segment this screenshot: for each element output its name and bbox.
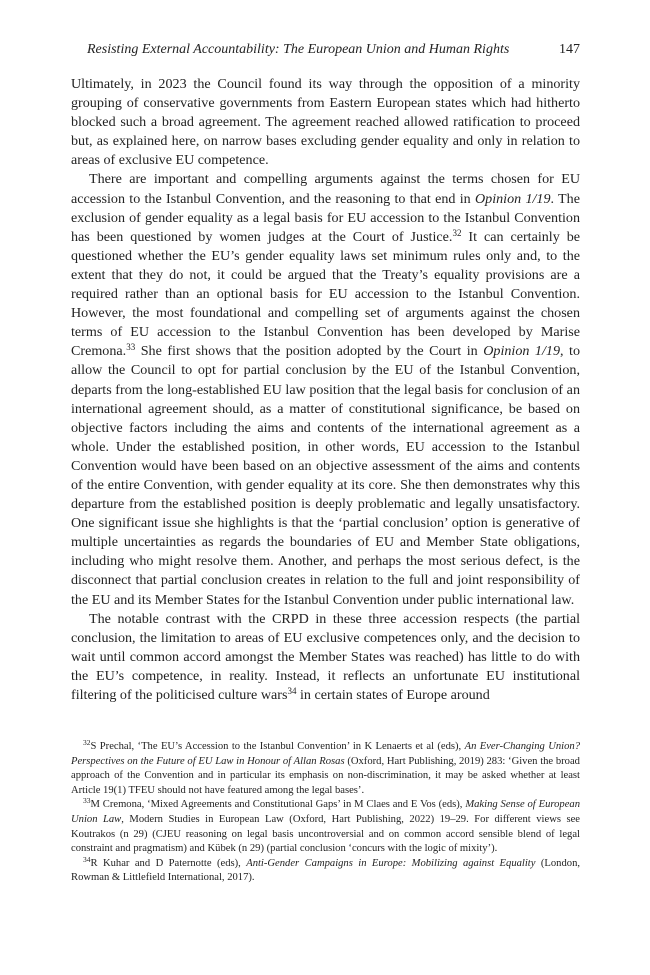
- paragraph-2: There are important and compelling arguments against the terms chosen for EU accession to the Istanbul Convention, and the reasoning to that end in Opinion 1/19. The exclusion of gender equality as a legal basis for EU accession to the Istanbul Convention has been questioned by women judges at the Court of Justice.$^{32}$ It can certainly be questioned whether the EU’s gender equality laws set minimum rules only and, to the extent that they do not, it could be argued that the Treaty’s equality provisions are a required rather than an optional basis for EU accession to the Istanbul Convention. However, the most foundational and compelling set of arguments against the chosen terms of EU accession to the Istanbul Convention has been developed by Marise Cremona.$^{33}$ She first shows that the position adopted by the Court in Opinion 1/19, to allow the Council to opt for partial conclusion by the EU of the Istanbul Convention, departs from the long-established EU law position that the legal basis for conclusion of an international agreement should, as a matter of constitutional significance, be based on objective factors including the aims and contents of the international agreement as a whole. Under the established position, in other words, EU accession to the Istanbul Convention would have been based on an objective assessment of the aims and contents of the entire Convention, with gender equality at its core. She then demonstrates why this departure from the established position is deeply problematic and legally unsatisfactory. One significant issue she highlights is that the ‘partial conclusion’ option is generative of multiple uncertainties as regards the boundaries of EU and Member State obligations, including who might resolve them. Another, and perhaps the most serious defect, is the disconnect that partial conclusion creates in relation to the full and joint responsibility of the EU and its Member States for the Istanbul Convention under public international law.: [71, 171, 581, 608]
- footnote-32: $^{32}$S Prechal, ‘The EU’s Accession to the Istanbul Convention’ in K Lenaerts et al (eds), An Ever-Changing Union? Perspectives on the Future of EU Law in Honour of Allan Rosas (Oxford, Hart Publishing, 2019) 283: ‘Given the broad approach of the Convention and in particular its emphasis on non-discrimination, it may be asked whether at least Article 19(1) TFEU should not have featured among the legal bases’.: [71, 738, 581, 796]
- footnote-marker-33: 33: [126, 342, 136, 353]
- paragraph-1: Ultimately, in 2023 the Council found its way through the opposition of a minority grouping of conservative governments from Eastern European states which had hitherto blocked such a broad agreement. The agreement reached allowed ratification to proceed but, as explained here, on narrow bases excluding gender equality and only in relation to areas of exclusive EU competence.: [71, 76, 580, 169]
- footnote-marker-34: 34: [287, 686, 297, 696]
- case-reference: Opinion 1/19: [483, 343, 560, 360]
- footnote-marker-32: 32: [452, 227, 462, 238]
- main-text: [71, 75, 580, 705]
- footnote-34: $^{34}$R Kuhar and D Paternotte (eds), Anti-Gender Campaigns in Europe: Mobilizing against Equality (London, Rowman & Littlefield International, 2017).: [71, 854, 581, 884]
- page-number: 147: [559, 42, 580, 57]
- footnotes: [71, 740, 580, 886]
- running-title: Resisting External Accountability: The European Union and Human Rights: [87, 42, 510, 57]
- running-header: [71, 42, 580, 62]
- footnote-33: $^{33}$M Cremona, ‘Mixed Agreements and Constitutional Gaps’ in M Claes and E Vos (eds), Making Sense of European Union Law, Modern Studies in European Law (Oxford, Hart Publishing, 2022) 19–29. For different views see Koutrakos (n 29) (CJEU reasoning on legal basis uncontroversial and on common accord sensible blend of legal constraint and pragmatism) and Kübek (n 29) (partial conclusion ‘concurs with the logic of mixity’).: [71, 796, 580, 855]
- case-reference: Opinion 1/19: [474, 190, 551, 207]
- paragraph-3: The notable contrast with the CRPD in these three accession respects (the partial conclusion, the limitation to areas of EU exclusive competences only, and the decision to wait until common accord amongst the Member States was reached) has little to do with the EU’s competence, in reality. Instead, it reflects an unfortunate EU institutional filtering of the politicised culture wars$^{34}$ in certain states of Europe around: [71, 610, 580, 703]
